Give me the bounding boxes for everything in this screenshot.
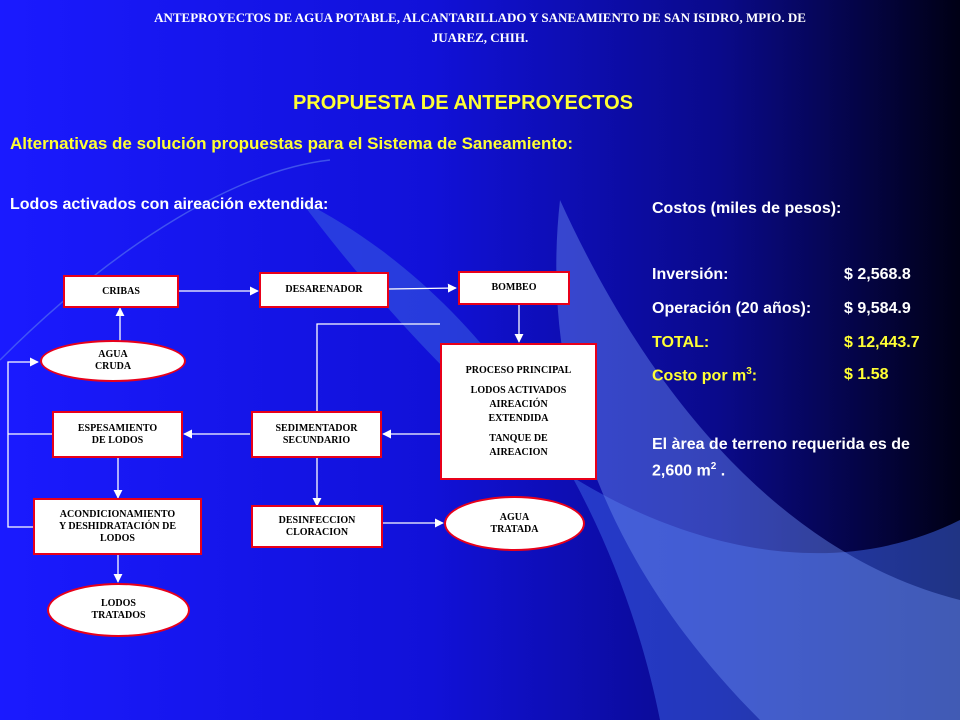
operacion-value: $ 9,584.9	[844, 300, 911, 317]
area-note: El àrea de terreno requerida es de 2,600 $m^2$ .	[652, 436, 910, 480]
node-espesamiento: ESPESAMIENTO DE LODOS	[52, 411, 183, 458]
node-lodos-tratados: LODOS TRATADOS	[47, 583, 190, 637]
costo-m3-label: Costo por $m^3$:	[652, 366, 758, 385]
method-label: Lodos activados con aireación extendida:	[10, 196, 329, 213]
total-label: TOTAL:	[652, 334, 710, 351]
node-acondicionamiento: ACONDICIONAMIENTO Y DESHIDRATACIÓN DE LODOS	[33, 498, 202, 555]
header-line-2: JUAREZ, CHIH.	[431, 30, 529, 45]
inversion-value: $ 2,568.8	[844, 266, 911, 283]
node-agua-tratada: AGUA TRATADA	[444, 496, 585, 551]
page-title: PROPUESTA DE ANTEPROYECTOS	[292, 92, 634, 114]
node-desarenador: DESARENADOR	[259, 272, 389, 308]
header-line-1: ANTEPROYECTOS DE AGUA POTABLE, ALCANTARILLADO Y SANEAMIENTO DE SAN ISIDRO, MPIO. DE	[154, 10, 806, 25]
node-proceso-principal: PROCESO PRINCIPAL LODOS ACTIVADOS AIREACIÓN EXTENDIDA TANQUE DE AIREACION	[440, 343, 597, 480]
node-bombeo: BOMBEO	[458, 271, 570, 305]
costo-m3-value: $ 1.58	[844, 366, 889, 383]
costs-heading: Costos (miles de pesos):	[652, 200, 842, 217]
node-cribas: CRIBAS	[63, 275, 179, 308]
operacion-label: Operación (20 años):	[652, 300, 812, 317]
header-title	[60, 8, 900, 48]
page-subtitle: Alternativas de solución propuestas para el Sistema de Saneamiento:	[10, 134, 574, 153]
inversion-label: Inversión:	[652, 266, 729, 283]
node-sedimentador: SEDIMENTADOR SECUNDARIO	[251, 411, 382, 458]
total-value: $ 12,443.7	[844, 334, 920, 351]
node-desinfeccion: DESINFECCION CLORACION	[251, 505, 383, 548]
node-agua-cruda: AGUA CRUDA	[40, 340, 186, 382]
